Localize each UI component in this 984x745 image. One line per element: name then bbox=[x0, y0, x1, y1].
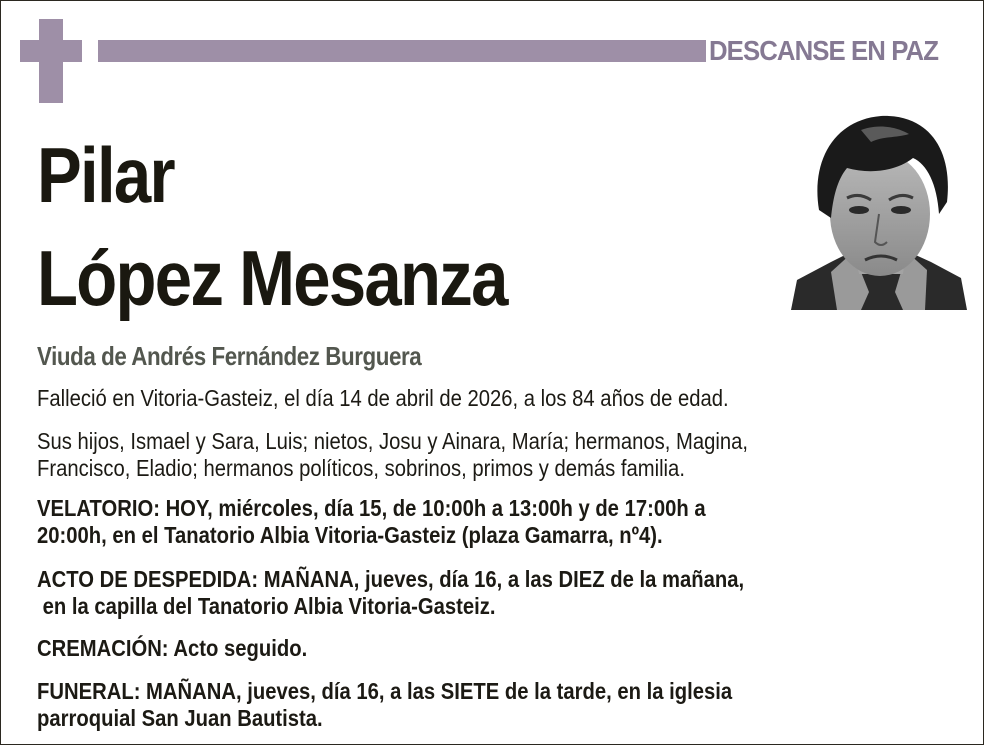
deceased-first-name: Pilar bbox=[37, 131, 174, 219]
deceased-surnames: López Mesanza bbox=[37, 234, 507, 322]
farewell-info bbox=[37, 566, 744, 620]
cross-icon-arm bbox=[20, 40, 82, 62]
widow-of-line: Viuda de Andrés Fernández Burguera bbox=[37, 341, 422, 371]
portrait-image bbox=[791, 102, 967, 310]
velatorio-info bbox=[37, 495, 706, 549]
velatorio-line: VELATORIO: HOY, miércoles, día 15, de 10:00h a 13:00h y de 17:00h a bbox=[37, 495, 706, 521]
cremation-info: CREMACIÓN: Acto seguido. bbox=[37, 635, 308, 661]
header-tagline: DESCANSE EN PAZ bbox=[709, 35, 939, 66]
farewell-line: en la capilla del Tanatorio Albia Vitoria-Gasteiz. bbox=[37, 593, 496, 619]
family-line: Francisco, Eladio; hermanos políticos, sobrinos, primos y demás familia. bbox=[37, 455, 685, 481]
funeral-line: parroquial San Juan Bautista. bbox=[37, 705, 323, 731]
death-notice: Falleció en Vitoria-Gasteiz, el día 14 de abril de 2026, a los 84 años de edad. bbox=[37, 385, 729, 411]
header-rule bbox=[98, 40, 706, 62]
funeral-info bbox=[37, 678, 732, 732]
portrait-photo bbox=[791, 102, 967, 310]
velatorio-line: 20:00h, en el Tanatorio Albia Vitoria-Gasteiz (plaza Gamarra, nº4). bbox=[37, 522, 663, 548]
funeral-line: FUNERAL: MAÑANA, jueves, día 16, a las SIETE de la tarde, en la iglesia bbox=[37, 678, 733, 704]
family-list bbox=[37, 428, 748, 482]
farewell-line: ACTO DE DESPEDIDA: MAÑANA, jueves, día 16, a las DIEZ de la mañana, bbox=[37, 566, 745, 592]
family-line: Sus hijos, Ismael y Sara, Luis; nietos, Josu y Ainara, María; hermanos, Magina, bbox=[37, 428, 748, 454]
